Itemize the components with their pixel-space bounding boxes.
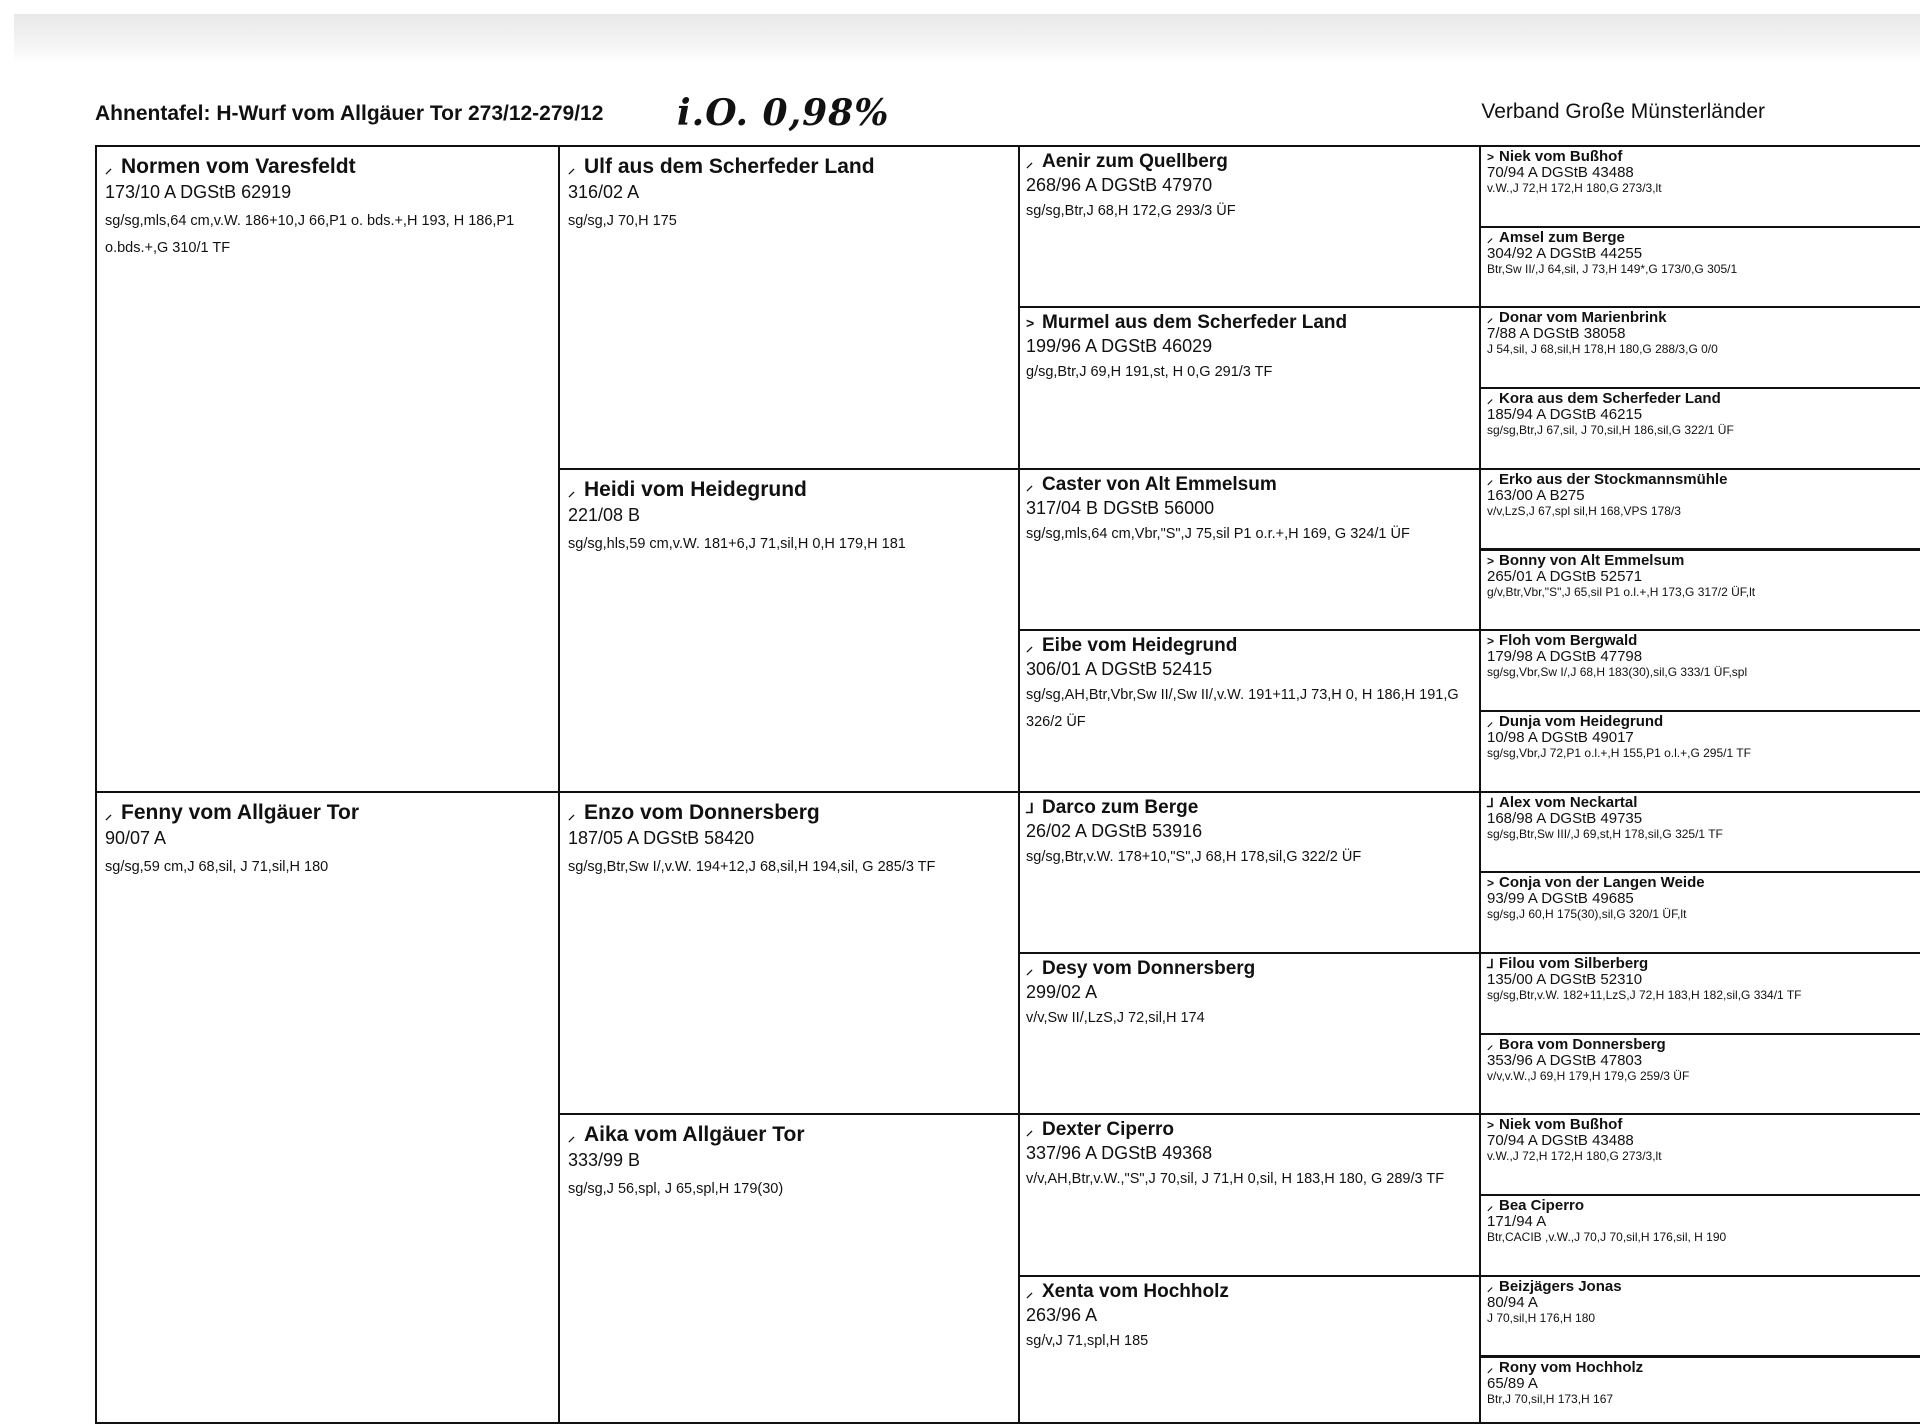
registry-number: 90/07 A (105, 828, 550, 849)
registry-number: 163/00 A B275 (1487, 488, 1914, 503)
dog-name (105, 155, 550, 179)
checkmark-icon: ⸝ (1026, 476, 1042, 495)
checkmark-icon: ⸝ (1026, 960, 1042, 979)
dog-name (1487, 391, 1914, 407)
pedigree-cell-g3 (1018, 952, 1481, 1115)
checkmark-icon: ⸝ (1487, 715, 1499, 730)
pedigree-cell-g2 (558, 791, 1020, 1116)
dog-name-text: Darco zum Berge (1042, 797, 1198, 818)
performance-results: sg/sg,Btr,J 67,sil, J 70,sil,H 186,sil,G 322/1 ÜF (1487, 422, 1914, 438)
registry-number: 263/96 A (1026, 1305, 1472, 1326)
pedigree-cell-g4 (1479, 145, 1920, 228)
dog-name-text: Murmel aus dem Scherfeder Land (1042, 312, 1347, 333)
dog-name-text: Ulf aus dem Scherfeder Land (584, 155, 875, 178)
checkmark-icon: > (1487, 876, 1499, 891)
performance-results: v/v,LzS,J 67,spl sil,H 168,VPS 178/3 (1487, 503, 1914, 519)
pedigree-cell-g4 (1479, 1356, 1920, 1424)
performance-results: sg/sg,Btr,J 68,H 172,G 293/3 ÜF (1026, 198, 1472, 225)
registry-number: 337/96 A DGStB 49368 (1026, 1143, 1472, 1164)
registry-number: 135/00 A DGStB 52310 (1487, 972, 1914, 987)
registry-number: 268/96 A DGStB 47970 (1026, 175, 1472, 196)
pedigree-cell-g3 (1018, 306, 1481, 469)
dog-name-text: Beizjägers Jonas (1499, 1278, 1622, 1295)
dog-name-text: Aenir zum Quellberg (1042, 151, 1228, 172)
dog-name (1026, 474, 1472, 496)
checkmark-icon: ⸝ (1487, 1361, 1499, 1376)
registry-number: 265/01 A DGStB 52571 (1487, 569, 1914, 584)
checkmark-icon: ⸝ (568, 805, 584, 824)
dog-name-text: Normen vom Varesfeldt (121, 155, 356, 178)
dog-name (1026, 1281, 1472, 1303)
dog-name-text: Dexter Ciperro (1042, 1119, 1174, 1140)
pedigree-cell-g4 (1479, 952, 1920, 1035)
pedigree-cell-g1 (95, 145, 560, 793)
performance-results: Btr,CACIB ,v.W.,J 70,J 70,sil,H 176,sil, H 190 (1487, 1229, 1914, 1245)
dog-name-text: Eibe vom Heidegrund (1042, 635, 1237, 656)
pedigree-cell-g4 (1479, 1275, 1920, 1358)
registry-number: 7/88 A DGStB 38058 (1487, 326, 1914, 341)
checkmark-icon: ⅃ (1026, 800, 1042, 817)
pedigree-cell-g1 (95, 791, 560, 1424)
registry-number: 185/94 A DGStB 46215 (1487, 407, 1914, 422)
performance-results: sg/sg,Vbr,J 72,P1 o.l.+,H 155,P1 o.l.+,G 295/1 TF (1487, 745, 1914, 761)
pedigree-cell-g4 (1479, 629, 1920, 712)
dog-name (1487, 149, 1914, 165)
pedigree-cell-g4 (1479, 1194, 1920, 1277)
dog-name (568, 1123, 1010, 1147)
checkmark-icon: ⸝ (568, 482, 584, 501)
registry-number: 199/96 A DGStB 46029 (1026, 336, 1472, 357)
dog-name-text: Amsel zum Berge (1499, 229, 1625, 246)
performance-results: sg/sg,AH,Btr,Vbr,Sw II/,Sw II/,v.W. 191+11,J 73,H 0, H 186,H 191,G 326/2 ÜF (1026, 682, 1472, 736)
pedigree-cell-g4 (1479, 387, 1920, 470)
registry-number: 187/05 A DGStB 58420 (568, 828, 1010, 849)
dog-name-text: Kora aus dem Scherfeder Land (1499, 390, 1721, 407)
dog-name-text: Filou vom Silberberg (1499, 955, 1648, 972)
dog-name (1026, 635, 1472, 657)
performance-results: sg/sg,mls,64 cm,v.W. 186+10,J 66,P1 o. bds.+,H 193, H 186,P1 o.bds.+,G 310/1 TF (105, 208, 550, 262)
pedigree-cell-g2 (558, 145, 1020, 470)
performance-results: v/v,Sw II/,LzS,J 72,sil,H 174 (1026, 1005, 1472, 1032)
checkmark-icon: ⸝ (568, 1127, 584, 1146)
pedigree-cell-g4 (1479, 549, 1920, 632)
registry-number: 171/94 A (1487, 1214, 1914, 1229)
pedigree-cell-g4 (1479, 1113, 1920, 1196)
performance-results: sg/sg,J 56,spl, J 65,spl,H 179(30) (568, 1176, 1010, 1203)
dog-name-text: Xenta vom Hochholz (1042, 1281, 1229, 1302)
registry-number: 353/96 A DGStB 47803 (1487, 1053, 1914, 1068)
checkmark-icon: ⸝ (568, 159, 584, 178)
dog-name (1487, 956, 1914, 972)
checkmark-icon: ⸝ (1487, 1280, 1499, 1295)
pedigree-cell-g2 (558, 468, 1020, 793)
scan-shadow (14, 14, 1920, 62)
performance-results: sg/sg,59 cm,J 68,sil, J 71,sil,H 180 (105, 854, 550, 881)
pedigree-cell-g3 (1018, 468, 1481, 631)
registry-number: 70/94 A DGStB 43488 (1487, 1133, 1914, 1148)
checkmark-icon: ⸝ (1487, 231, 1499, 246)
registry-number: 179/98 A DGStB 47798 (1487, 649, 1914, 664)
dog-name-text: Fenny vom Allgäuer Tor (121, 801, 359, 824)
dog-name-text: Floh vom Bergwald (1499, 632, 1637, 649)
dog-name (1026, 797, 1472, 819)
handwritten-note: i.O. 0,98% (677, 92, 889, 134)
dog-name-text: Conja von der Langen Weide (1499, 874, 1705, 891)
registry-number: 173/10 A DGStB 62919 (105, 182, 550, 203)
dog-name-text: Aika vom Allgäuer Tor (584, 1123, 805, 1146)
registry-number: 70/94 A DGStB 43488 (1487, 165, 1914, 180)
checkmark-icon: > (1487, 150, 1499, 165)
performance-results: v.W.,J 72,H 172,H 180,G 273/3,lt (1487, 180, 1914, 196)
performance-results: sg/sg,mls,64 cm,Vbr,"S",J 75,sil P1 o.r.+,H 169, G 324/1 ÜF (1026, 521, 1472, 548)
dog-name-text: Niek vom Bußhof (1499, 1116, 1622, 1133)
registry-number: 10/98 A DGStB 49017 (1487, 730, 1914, 745)
pedigree-cell-g4 (1479, 871, 1920, 954)
dog-name (1487, 230, 1914, 246)
checkmark-icon: ⸝ (1487, 1038, 1499, 1053)
pedigree-cell-g3 (1018, 791, 1481, 954)
dog-name (1026, 1119, 1472, 1141)
registry-number: 26/02 A DGStB 53916 (1026, 821, 1472, 842)
registry-number: 65/89 A (1487, 1376, 1914, 1391)
performance-results: sg/sg,Btr,v.W. 178+10,"S",J 68,H 178,sil,G 322/2 ÜF (1026, 844, 1472, 871)
pedigree-cell-g4 (1479, 468, 1920, 551)
checkmark-icon: ⸝ (1026, 1283, 1042, 1302)
registry-number: 80/94 A (1487, 1295, 1914, 1310)
registry-number: 316/02 A (568, 182, 1010, 203)
registry-number: 221/08 B (568, 505, 1010, 526)
checkmark-icon: ⅃ (1487, 796, 1499, 811)
performance-results: sg/v,J 71,spl,H 185 (1026, 1328, 1472, 1355)
dog-name-text: Bonny von Alt Emmelsum (1499, 552, 1684, 569)
performance-results: J 70,sil,H 176,H 180 (1487, 1310, 1914, 1326)
pedigree-cell-g4 (1479, 791, 1920, 874)
dog-name (568, 478, 1010, 502)
performance-results: v/v,AH,Btr,v.W.,"S",J 70,sil, J 71,H 0,sil, H 183,H 180, G 289/3 TF (1026, 1166, 1472, 1193)
registry-number: 333/99 B (568, 1150, 1010, 1171)
checkmark-icon: > (1026, 315, 1042, 331)
checkmark-icon: ⸝ (1487, 473, 1499, 488)
performance-results: sg/sg,hls,59 cm,v.W. 181+6,J 71,sil,H 0,H 179,H 181 (568, 531, 1010, 558)
pedigree-cell-g3 (1018, 1275, 1481, 1424)
dog-name-text: Caster von Alt Emmelsum (1042, 474, 1277, 495)
checkmark-icon: ⸝ (1487, 392, 1499, 407)
registry-number: 306/01 A DGStB 52415 (1026, 659, 1472, 680)
registry-number: 317/04 B DGStB 56000 (1026, 498, 1472, 519)
dog-name-text: Bora vom Donnersberg (1499, 1036, 1666, 1053)
pedigree-cell-g4 (1479, 710, 1920, 793)
dog-name (1026, 151, 1472, 173)
page-title: Ahnentafel: H-Wurf vom Allgäuer Tor 273/12-279/12 (95, 102, 603, 126)
performance-results: Btr,J 70,sil,H 173,H 167 (1487, 1391, 1914, 1407)
dog-name (1026, 958, 1472, 980)
dog-name (1487, 633, 1914, 649)
checkmark-icon: ⸝ (1487, 311, 1499, 326)
performance-results: v.W.,J 72,H 172,H 180,G 273/3,lt (1487, 1148, 1914, 1164)
checkmark-icon: > (1487, 1118, 1499, 1133)
pedigree-cell-g3 (1018, 629, 1481, 792)
performance-results: g/v,Btr,Vbr,"S",J 65,sil P1 o.l.+,H 173,G 317/2 ÜF,lt (1487, 584, 1914, 600)
performance-results: g/sg,Btr,J 69,H 191,st, H 0,G 291/3 TF (1026, 359, 1472, 386)
pedigree-cell-g4 (1479, 306, 1920, 389)
checkmark-icon: ⸝ (1026, 637, 1042, 656)
dog-name (1487, 714, 1914, 730)
pedigree-cell-g2 (558, 1113, 1020, 1424)
performance-results: sg/sg,Btr,Sw III/,J 69,st,H 178,sil,G 325/1 TF (1487, 826, 1914, 842)
performance-results: sg/sg,Btr,v.W. 182+11,LzS,J 72,H 183,H 182,sil,G 334/1 TF (1487, 987, 1914, 1003)
dog-name-text: Donar vom Marienbrink (1499, 309, 1667, 326)
dog-name (1487, 1117, 1914, 1133)
checkmark-icon: ⸝ (1026, 1121, 1042, 1140)
pedigree-cell-g4 (1479, 1033, 1920, 1116)
performance-results: Btr,Sw II/,J 64,sil, J 73,H 149*,G 173/0,G 305/1 (1487, 261, 1914, 277)
dog-name (1487, 310, 1914, 326)
performance-results: sg/sg,Vbr,Sw I/,J 68,H 183(30),sil,G 333/1 ÜF,spl (1487, 664, 1914, 680)
checkmark-icon: ⸝ (105, 805, 121, 824)
checkmark-icon: ⸝ (105, 159, 121, 178)
performance-results: sg/sg,J 70,H 175 (568, 208, 1010, 235)
dog-name-text: Desy vom Donnersberg (1042, 958, 1255, 979)
performance-results: sg/sg,J 60,H 175(30),sil,G 320/1 ÜF,lt (1487, 906, 1914, 922)
performance-results: sg/sg,Btr,Sw I/,v.W. 194+12,J 68,sil,H 194,sil, G 285/3 TF (568, 854, 1010, 881)
dog-name (1026, 312, 1472, 334)
dog-name-text: Bea Ciperro (1499, 1197, 1584, 1214)
dog-name-text: Rony vom Hochholz (1499, 1359, 1643, 1376)
dog-name (1487, 1279, 1914, 1295)
dog-name-text: Heidi vom Heidegrund (584, 478, 807, 501)
pedigree-cell-g3 (1018, 145, 1481, 308)
dog-name-text: Alex vom Neckartal (1499, 794, 1637, 811)
registry-number: 299/02 A (1026, 982, 1472, 1003)
dog-name (1487, 1198, 1914, 1214)
performance-results: v/v,v.W.,J 69,H 179,H 179,G 259/3 ÜF (1487, 1068, 1914, 1084)
dog-name-text: Niek vom Bußhof (1499, 148, 1622, 165)
dog-name (1487, 875, 1914, 891)
dog-name (1487, 795, 1914, 811)
checkmark-icon: > (1487, 634, 1499, 649)
checkmark-icon: ⅃ (1487, 957, 1499, 972)
registry-number: 304/92 A DGStB 44255 (1487, 246, 1914, 261)
association-name: Verband Große Münsterländer (1481, 100, 1765, 124)
checkmark-icon: ⸝ (1026, 153, 1042, 172)
header (95, 100, 1765, 136)
performance-results: J 54,sil, J 68,sil,H 178,H 180,G 288/3,G 0/0 (1487, 341, 1914, 357)
dog-name-text: Enzo vom Donnersberg (584, 801, 820, 824)
checkmark-icon: > (1487, 554, 1499, 569)
dog-name (1487, 1360, 1914, 1376)
dog-name (1487, 553, 1914, 569)
pedigree-cell-g4 (1479, 226, 1920, 309)
registry-number: 168/98 A DGStB 49735 (1487, 811, 1914, 826)
dog-name (1487, 1037, 1914, 1053)
registry-number: 93/99 A DGStB 49685 (1487, 891, 1914, 906)
pedigree-cell-g3 (1018, 1113, 1481, 1276)
dog-name (1487, 472, 1914, 488)
dog-name (105, 801, 550, 825)
dog-name (568, 155, 1010, 179)
dog-name-text: Dunja vom Heidegrund (1499, 713, 1663, 730)
dog-name-text: Erko aus der Stockmannsmühle (1499, 471, 1727, 488)
dog-name (568, 801, 1010, 825)
checkmark-icon: ⸝ (1487, 1199, 1499, 1214)
